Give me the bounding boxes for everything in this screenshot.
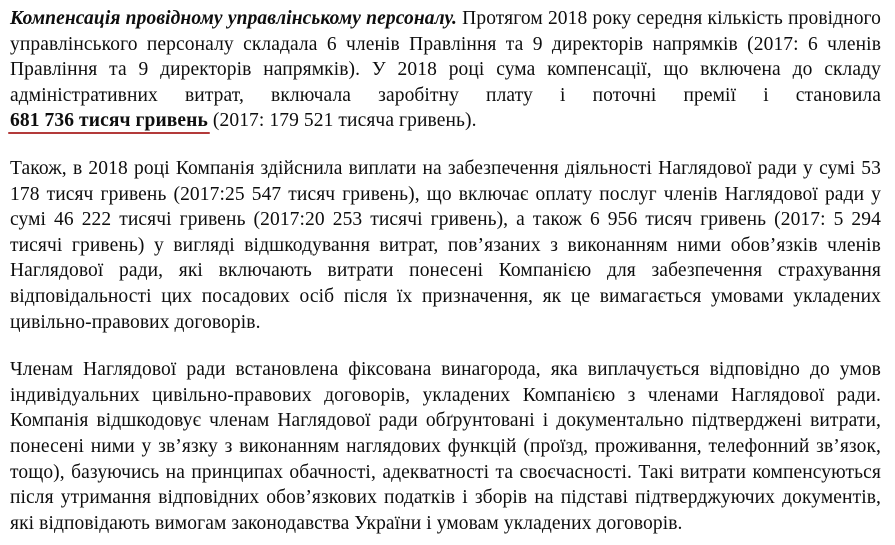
paragraph-compensation-key-management	[10, 6, 881, 134]
paragraph-supervisory-board-payments	[10, 156, 881, 335]
paragraph-text-part-1: Протягом 2018 року середня кількість провідного управлінського персоналу складала 6 членів Правління та 9 директорів напрямків (2017: 6 членів Правління та 9 директорів напрямків). У 2018 році сума компенсації, що включена до складу адміністративних витрат, включала заробітну плату і поточні премії і становила	[10, 8, 882, 106]
paragraph-lead-in: Компенсація провідному управлінському персоналу.	[10, 8, 457, 29]
paragraph-supervisory-board-remuneration-terms	[10, 357, 881, 536]
paragraph-text: Також, в 2018 році Компанія здійснила виплати на забезпечення діяльності Наглядової ради у сумі 53 178 тисяч гривень (2017:25 547 тисяч гривень), що включає оплату послуг членів Наглядової ради у сумі 46 222 тисячі гривень (2017:20 253 тисячі гривень), а також 6 956 тисяч гривень (2017: 5 294 тисячі гривень) у вигляді відшкодування витрат, пов’язаних з виконанням ними обов’язків членів Наглядової ради, які включають витрати понесені Компанією для забезпечення страхування відповідальності цих посадових осіб після їх призначення, як це вимагається умовами укладених цивільно-правових договорів.	[10, 157, 881, 333]
paragraph-text-part-2: (2017: 179 521 тисяча гривень).	[207, 110, 477, 132]
highlighted-amount: 681 736 тисяч гривень	[10, 110, 208, 132]
paragraph-text: Членам Наглядової ради встановлена фіксована винагорода, яка виплачується відповідно до умов індивідуальних цивільно-правових договорів, укладених Компанією з членами Наглядової ради. Компанія відшкодовує членам Наглядової ради обґрунтовані і документально підтверджені витрати, понесені ними у зв’язку з виконанням наглядових функцій (проїзд, проживання, телефонний зв’язок, тощо), базуючись на принципах обачності, адекватності та своєчасності. Такі витрати компенсуються після утримання відповідних обов’язкових податків і зборів на підставі підтверджуючих документів, які відповідають вимогам законодавства України і умовам укладених договорів.	[10, 359, 881, 534]
